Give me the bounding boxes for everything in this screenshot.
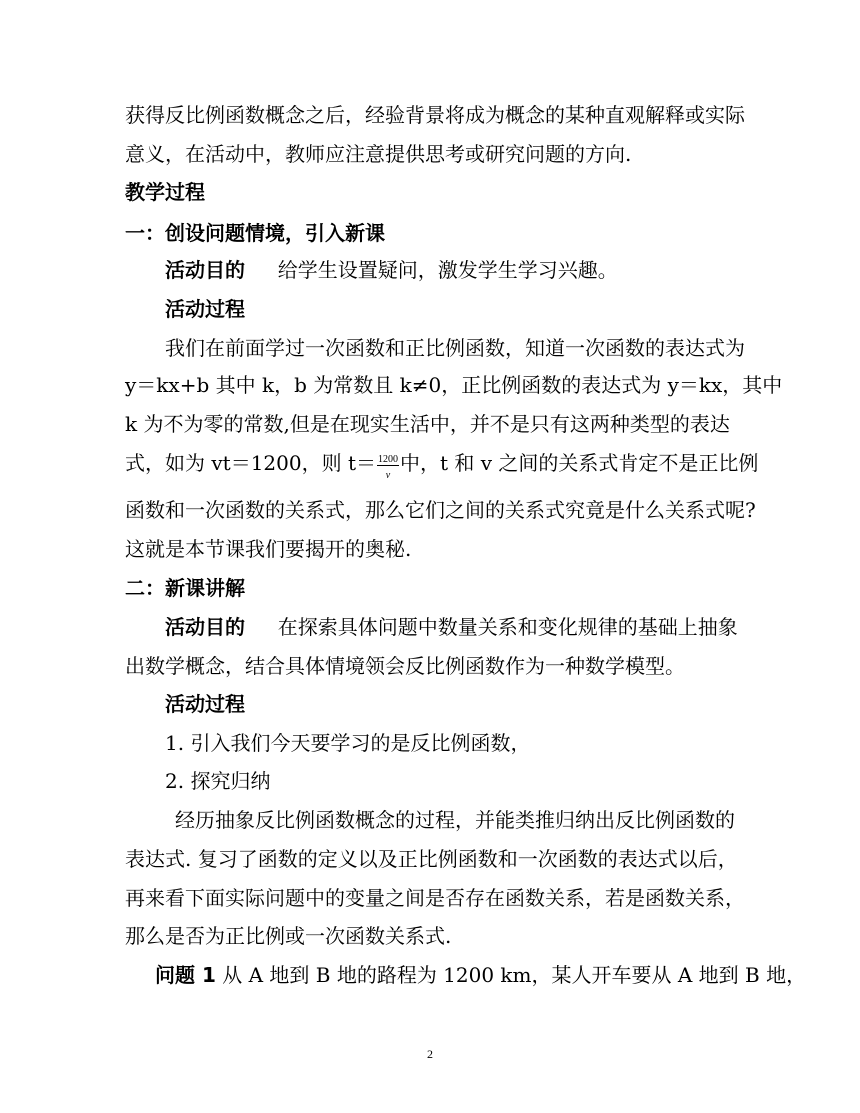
section1-para-line-5: 函数和一次函数的关系式，那么它们之间的关系式究竟是什么关系式呢?: [125, 498, 756, 522]
section1-para-line-4-b: 中，t 和 v 之间的关系式肯定不是正比例: [400, 451, 759, 475]
section1-para-line-4-a: 式，如为 vt＝1200，则 t＝: [125, 451, 376, 475]
section2-para-line-1: 经历抽象反比例函数概念的过程，并能类推归纳出反比例函数的: [175, 808, 735, 832]
section1-para-line-2: y＝kx+b 其中 k，b 为常数且 k≠0，正比例函数的表达式为 y＝kx，其中: [125, 373, 783, 397]
section1-para-line-4: [125, 451, 759, 481]
section1-para-line-3: k 为不为零的常数,但是在现实生活中，并不是只有这两种类型的表达: [125, 412, 730, 436]
intro-line-2: 意义，在活动中，教师应注意提供思考或研究问题的方向.: [125, 142, 632, 166]
section2-process-label: 活动过程: [165, 692, 245, 716]
fraction-1200-over-v: [377, 454, 399, 481]
section2-goal-text-2: 出数学概念，结合具体情境领会反比例函数作为一种数学模型。: [125, 654, 685, 678]
fraction-denominator: v: [385, 470, 391, 481]
section2-title: 二：新课讲解: [125, 576, 245, 600]
section2-para-line-4: 那么是否为正比例或一次函数关系式.: [125, 924, 452, 948]
section2-goal-label: 活动目的: [165, 615, 245, 639]
section2-goal-text-1: 在探索具体问题中数量关系和变化规律的基础上抽象: [277, 615, 738, 639]
page-number: 2: [427, 1047, 433, 1061]
section1-goal-label: 活动目的: [165, 258, 245, 282]
heading-teaching-process: 教学过程: [125, 180, 205, 204]
section1-process-label: 活动过程: [165, 297, 245, 321]
section1-para-line-1: 我们在前面学过一次函数和正比例函数，知道一次函数的表达式为: [165, 336, 745, 360]
section2-list-item-2: 2. 探究归纳: [165, 769, 271, 793]
section2-para-line-3: 再来看下面实际问题中的变量之间是否存在函数关系，若是函数关系，: [125, 886, 745, 910]
intro-line-1: 获得反比例函数概念之后，经验背景将成为概念的某种直观解释或实际: [125, 103, 745, 127]
section1-title: 一：创设问题情境，引入新课: [125, 221, 385, 245]
section2-list-item-1: 1. 引入我们今天要学习的是反比例函数，: [165, 731, 531, 755]
problem-1: [155, 963, 806, 987]
section1-goal-text: 给学生设置疑问，激发学生学习兴趣。: [277, 258, 618, 282]
section2-para-line-2: 表达式. 复习了函数的定义以及正比例函数和一次函数的表达式以后，: [125, 847, 738, 871]
section2-goal: [165, 615, 738, 639]
fraction-numerator: 1200: [378, 454, 398, 465]
problem-1-text: 从 A 地到 B 地的路程为 1200 km，某人开车要从 A 地到 B 地，: [222, 963, 807, 987]
problem-1-label: 问题 1: [155, 963, 216, 987]
section1-para-line-6: 这就是本节课我们要揭开的奥秘.: [125, 537, 412, 561]
section1-goal: [165, 258, 618, 282]
